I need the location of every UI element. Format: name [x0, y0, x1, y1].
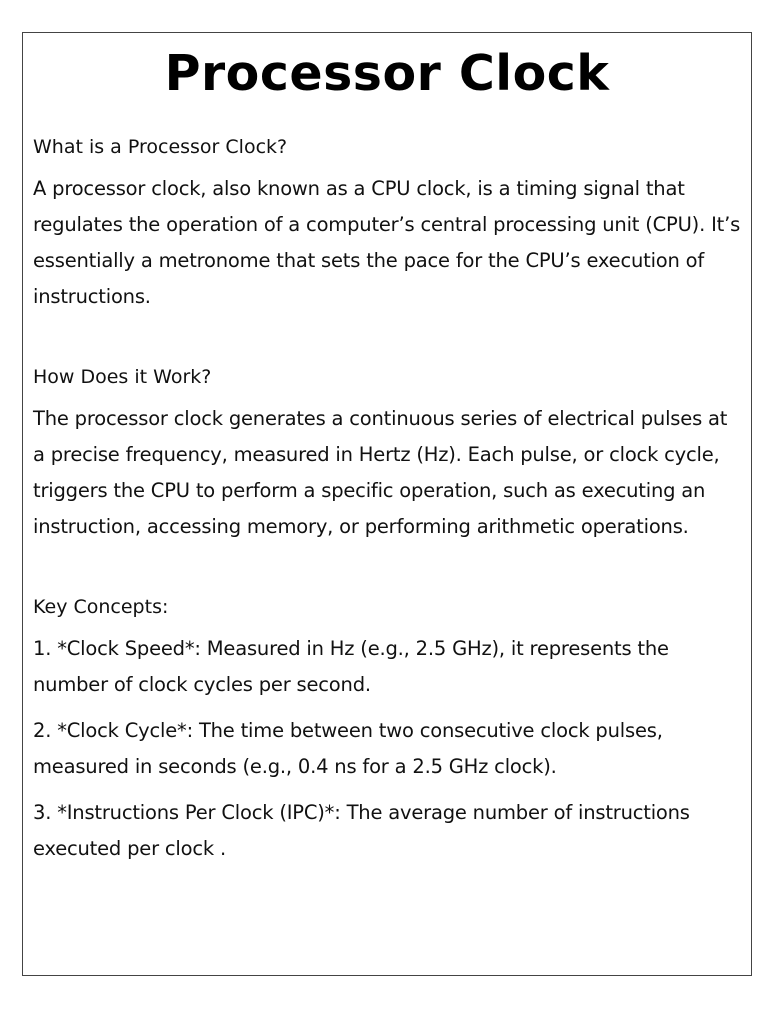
- section-spacer: [33, 315, 743, 363]
- section-spacer: [33, 545, 743, 593]
- list-item: 1. *Clock Speed*: Measured in Hz (e.g., 2.5 GHz), it represents the number of clock cycles per second.: [33, 637, 669, 696]
- section-what-is: [33, 133, 743, 315]
- list-item: 3. *Instructions Per Clock (IPC)*: The average number of instructions executed per clock .: [33, 801, 690, 860]
- document-content: [33, 133, 743, 877]
- section-how-it-works: [33, 363, 743, 545]
- section-heading: What is a Processor Clock?: [33, 136, 288, 158]
- section-key-concepts: [33, 593, 743, 867]
- section-heading: Key Concepts:: [33, 596, 169, 618]
- section-body: A processor clock, also known as a CPU clock, is a timing signal that regulates the operation of a computer’s central processing unit (CPU). It’s essentially a metronome that sets the pace for the CPU’s execution of instructions.: [33, 177, 741, 308]
- document-card: [22, 32, 752, 976]
- list-item: 2. *Clock Cycle*: The time between two consecutive clock pulses, measured in seconds (e.g., 0.4 ns for a 2.5 GHz clock).: [33, 719, 663, 778]
- section-heading: How Does it Work?: [33, 366, 212, 388]
- section-body: The processor clock generates a continuous series of electrical pulses at a precise frequency, measured in Hertz (Hz). Each pulse, or clock cycle, triggers the CPU to perform a specific operation, such as executing an instruction, accessing memory, or performing arithmetic operations.: [33, 407, 728, 538]
- page-title: Processor Clock: [164, 45, 610, 102]
